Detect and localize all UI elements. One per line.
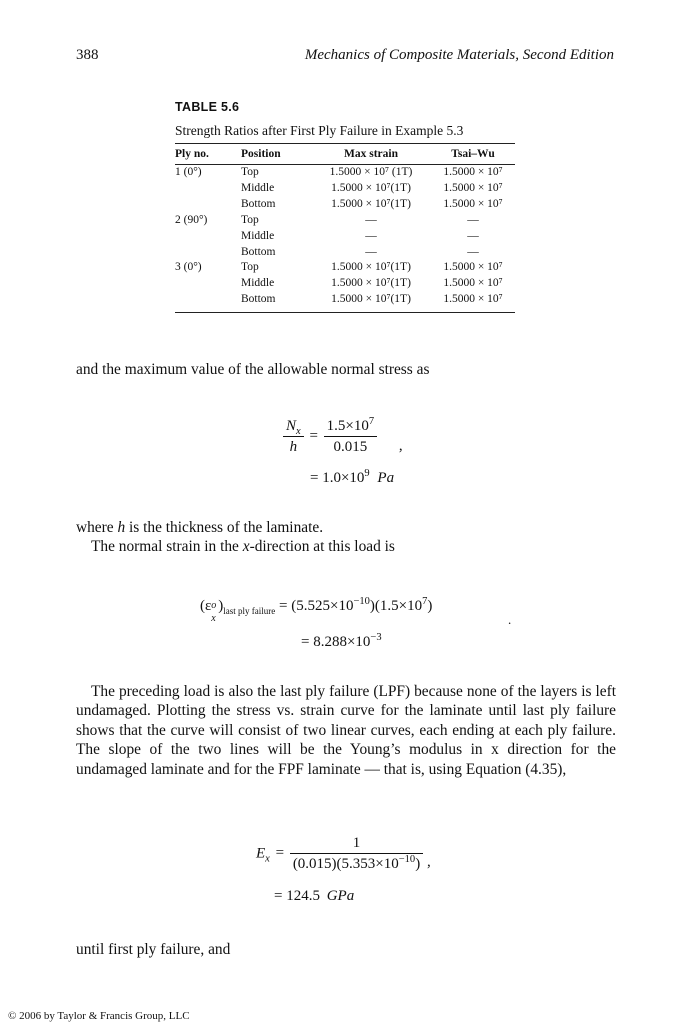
column-header-tsai-wu: Tsai–Wu bbox=[431, 144, 515, 165]
eq1-rhs-exp: 7 bbox=[368, 416, 375, 427]
cell-tsai-wu: 1.5000 × 10⁷ bbox=[443, 197, 503, 210]
eq1-comma: , bbox=[398, 438, 403, 455]
cell-ply bbox=[175, 245, 241, 261]
cell-ply bbox=[175, 197, 241, 213]
eq3-comma: , bbox=[426, 854, 431, 871]
table-row bbox=[175, 197, 515, 213]
strength-ratio-table bbox=[175, 143, 515, 313]
cell-tsai-wu: — bbox=[467, 245, 479, 258]
cell-position: Bottom bbox=[241, 245, 276, 258]
table-row bbox=[175, 229, 515, 245]
paragraph-first-ply-failure: until first ply failure, and bbox=[76, 941, 231, 958]
cell-ply: 1 (0°) bbox=[175, 166, 202, 178]
cell-ply bbox=[175, 181, 241, 197]
eq1-rhs-num: 1.5×10 bbox=[326, 418, 369, 434]
paragraph-thickness: where h is the thickness of the laminate. The normal strain in the x-direction at this load is bbox=[76, 519, 395, 556]
eq1-line2: = 1.0×10 bbox=[310, 470, 365, 486]
equation-stress-result bbox=[310, 470, 394, 487]
table-row bbox=[175, 181, 515, 197]
table-caption: Strength Ratios after First Ply Failure in Example 5.3 bbox=[175, 123, 464, 138]
table-label: TABLE 5.6 bbox=[175, 100, 240, 114]
cell-position: Top bbox=[241, 213, 259, 226]
cell-position: Top bbox=[241, 166, 259, 178]
cell-max-strain: — bbox=[365, 245, 377, 258]
cell-max-strain: — bbox=[365, 213, 377, 226]
table-row bbox=[175, 213, 515, 229]
cell-max-strain: 1.5000 × 10⁷(1T) bbox=[331, 181, 411, 194]
paragraph-allowable-stress: and the maximum value of the allowable normal stress as bbox=[76, 361, 430, 378]
table-header-row bbox=[175, 144, 515, 165]
column-header-max-strain: Max strain bbox=[311, 144, 431, 165]
cell-tsai-wu: — bbox=[467, 213, 479, 226]
cell-max-strain: 1.5000 × 10⁷(1T) bbox=[331, 261, 411, 274]
column-header-position: Position bbox=[241, 144, 311, 165]
cell-position: Bottom bbox=[241, 293, 276, 306]
equation-youngs-modulus: $E_x$ = $\frac{1}{(0.015)(5.353\times 10^{-10})}$ , bbox=[256, 835, 431, 872]
eq1-N-sub: x bbox=[296, 426, 301, 437]
cell-max-strain: 1.5000 × 10⁷(1T) bbox=[331, 197, 411, 210]
eq3-num: 1 bbox=[290, 835, 423, 854]
cell-tsai-wu: 1.5000 × 10⁷ bbox=[443, 166, 503, 178]
table-row bbox=[175, 165, 515, 181]
cell-position: Middle bbox=[241, 181, 275, 194]
eq1-unit: Pa bbox=[377, 470, 395, 486]
rhs-fraction bbox=[324, 418, 377, 456]
cell-position: Middle bbox=[241, 229, 275, 242]
eq3-fraction: $\frac{1}{(0.015)(5.353\times 10^{-10})}$ bbox=[290, 835, 423, 873]
eq2-subscript: last ply failure bbox=[223, 606, 276, 616]
cell-max-strain: 1.5000 × 10⁷ (1T) bbox=[329, 166, 413, 178]
cell-position: Bottom bbox=[241, 197, 276, 210]
table-row bbox=[175, 292, 515, 312]
eq1-rhs-den: 0.015 bbox=[333, 439, 368, 455]
cell-tsai-wu: 1.5000 × 10⁷ bbox=[443, 277, 503, 290]
cell-tsai-wu: 1.5000 × 10⁷ bbox=[443, 293, 503, 306]
cell-tsai-wu: 1.5000 × 10⁷ bbox=[443, 261, 503, 274]
eq2-dot: . bbox=[508, 612, 512, 627]
cell-max-strain: 1.5000 × 10⁷(1T) bbox=[331, 293, 411, 306]
cell-ply bbox=[175, 276, 241, 292]
eq1-line2-exp: 9 bbox=[364, 468, 370, 479]
cell-position: Middle bbox=[241, 277, 275, 290]
cell-max-strain: — bbox=[365, 229, 377, 242]
page-number: 388 bbox=[76, 47, 99, 63]
table-block bbox=[175, 100, 515, 313]
paragraph-last-ply-failure: The preceding load is also the last ply failure (LPF) because none of the layers is left undamaged. Plotting the stress vs. strain curve for the laminate until last ply failure shows that the curve will consist of two linear curves, each ending at each ply failure. The slope of the two lines will be the Young’s modulus in x direction for the undamaged laminate and for the FPF laminate — that is, using Equation (4.35), bbox=[76, 683, 616, 778]
cell-tsai-wu: 1.5000 × 10⁷ bbox=[443, 181, 503, 194]
cell-ply: 3 (0°) bbox=[175, 261, 202, 274]
eq1-h: h bbox=[289, 439, 298, 455]
eq1-N: N bbox=[286, 418, 297, 434]
cell-ply: 2 (90°) bbox=[175, 213, 208, 226]
cell-position: Top bbox=[241, 261, 259, 274]
table-row bbox=[175, 245, 515, 261]
equation-strain-lpf: (ε o x )$_{last ply failure} = (5.525\times 10^{-10})(1.5\times 10^7)$ bbox=[200, 596, 433, 624]
cell-tsai-wu: — bbox=[467, 229, 479, 242]
equation-stress-resultant: $\frac{N_x}{h}$ = $\frac{1.5\times 10^7}{0.015}$ , bbox=[283, 418, 403, 456]
table-row bbox=[175, 276, 515, 292]
running-title: Mechanics of Composite Materials, Second Edition bbox=[304, 47, 614, 63]
cell-max-strain: 1.5000 × 10⁷(1T) bbox=[331, 277, 411, 290]
column-header-ply: Ply no. bbox=[175, 144, 241, 165]
cell-ply bbox=[175, 292, 241, 312]
lhs-fraction bbox=[283, 418, 304, 456]
equation-modulus-result: = 124.5 GPa bbox=[274, 888, 355, 904]
copyright-footer: © 2006 by Taylor & Francis Group, LLC bbox=[8, 1010, 190, 1022]
table-row bbox=[175, 260, 515, 276]
equation-strain-result: = $8.288\times 10^{-3}$ bbox=[301, 632, 382, 650]
cell-ply bbox=[175, 229, 241, 245]
